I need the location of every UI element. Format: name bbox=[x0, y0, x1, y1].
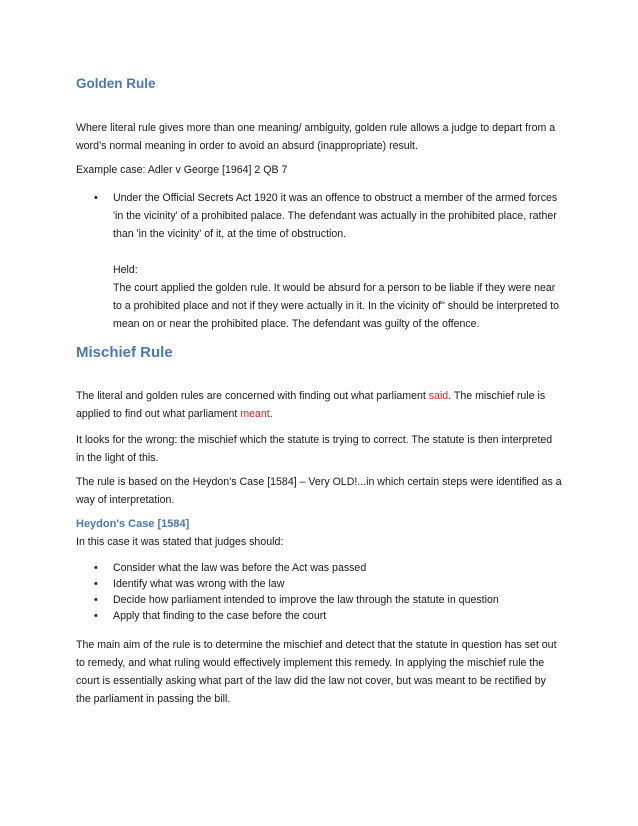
mischief-p1-part-c: . bbox=[269, 408, 273, 420]
golden-rule-example: Example case: Adler v George [1964] 2 QB 7 bbox=[76, 164, 288, 176]
mischief-p1-part-b: . The mischief rule is applied to find out what parliament bbox=[76, 390, 546, 420]
said-emphasis: said bbox=[428, 390, 449, 402]
mischief-paragraph-3: The rule is based on the Heydon’s Case [1584] – Very OLD!...in which certain steps were identified as a way of interpretation. bbox=[76, 476, 562, 506]
held-label: Held: bbox=[113, 264, 138, 276]
list-item bbox=[76, 189, 562, 333]
list-item: • Identify what was wrong with the law bbox=[76, 576, 562, 592]
heydons-case-intro: In this case it was stated that judges should: bbox=[76, 536, 284, 548]
held-text: The court applied the golden rule. It would be absurd for a person to be liable if they were near to a prohibited place and not if they were actually in it. In the vicinity of" should be interpreted to mean on or near the prohibited place. The defendant was guilty of the offence. bbox=[113, 282, 560, 330]
mischief-p1-part-a: The literal and golden rules are concerned with finding out what parliament bbox=[76, 390, 429, 402]
meant-emphasis: meant bbox=[240, 408, 270, 420]
golden-rule-heading: Golden Rule bbox=[76, 76, 156, 91]
golden-rule-bullets bbox=[76, 189, 562, 333]
heydons-steps-list bbox=[76, 560, 562, 624]
list-item: • Decide how parliament intended to improve the law through the statute in question bbox=[76, 592, 562, 608]
golden-rule-intro: Where literal rule gives more than one meaning/ ambiguity, golden rule allows a judge to depart from a word’s normal meaning in order to avoid an absurd (inappropriate) result. bbox=[76, 122, 556, 152]
heydons-case-heading: Heydon's Case [1584] bbox=[76, 518, 190, 530]
mischief-paragraph-1 bbox=[76, 387, 562, 423]
golden-case-facts: • Under the Official Secrets Act 1920 it was an offence to obstruct a member of the armed forces 'in the vicinity' of a prohibited palace. The defendant was actually in the prohibited place, rather than 'in the vicinity' of it, at the time of obstruction. bbox=[113, 192, 558, 240]
list-item: • Apply that finding to the case before the court bbox=[76, 608, 562, 624]
mischief-paragraph-2: It looks for the wrong: the mischief which the statute is trying to correct. The statute is then interpreted in the light of this. bbox=[76, 434, 553, 464]
list-item: • Consider what the law was before the Act was passed bbox=[76, 560, 562, 576]
mischief-rule-heading: Mischief Rule bbox=[76, 344, 173, 361]
mischief-closing-paragraph: The main aim of the rule is to determine the mischief and detect that the statute in question has set out to remedy, and what ruling would effectively implement this remedy. In applying the mischief rule the court is essentially asking what part of the law did the law not cover, but was meant to be rectified by the parliament in passing the bill. bbox=[76, 639, 557, 705]
